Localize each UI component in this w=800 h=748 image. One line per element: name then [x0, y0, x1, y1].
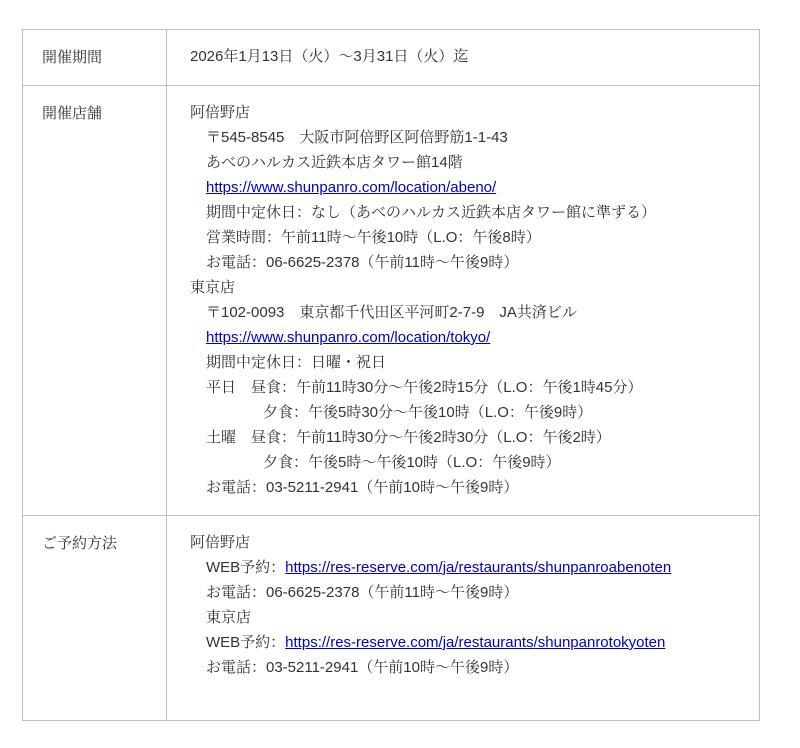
- abeno-location-link[interactable]: https://www.shunpanro.com/location/abeno/: [206, 179, 497, 196]
- content-line: [190, 655, 747, 680]
- event-info-section: [22, 29, 760, 721]
- event-info-table: [22, 29, 760, 721]
- content-line: [190, 250, 747, 275]
- text: 平日 昼食：午前11時30分～午後2時15分（L.O：午後1時45分）: [206, 379, 643, 396]
- text: 〒545-8545 大阪市阿倍野区阿倍野筋1-1-43: [206, 129, 508, 146]
- content-line: [190, 580, 747, 605]
- text: 営業時間：午前11時～午後10時（L.O：午後8時）: [206, 229, 541, 246]
- content-line: [190, 450, 747, 475]
- row-content: [167, 86, 760, 516]
- content-line: [190, 630, 747, 655]
- text: 2026年1月13日（火）～3月31日（火）迄: [190, 48, 469, 65]
- text: 夕食：午後5時～午後10時（L.O：午後9時）: [263, 454, 561, 471]
- table-row: [23, 30, 760, 86]
- content-line: [190, 555, 747, 580]
- content-line: [190, 100, 747, 125]
- event-info-table-body: [23, 30, 760, 721]
- text: 東京店: [206, 609, 252, 626]
- text: 東京店: [190, 279, 236, 296]
- tokyo-reservation-link[interactable]: https://res-reserve.com/ja/restaurants/shunpanrotokyoten: [285, 634, 666, 651]
- content-line: [190, 44, 747, 69]
- content-line: [190, 605, 747, 630]
- content-line: [190, 350, 747, 375]
- content-line: [190, 375, 747, 400]
- content-line: [190, 530, 747, 555]
- text: 夕食：午後5時30分～午後10時（L.O：午後9時）: [263, 404, 593, 421]
- text: 阿倍野店: [190, 104, 251, 121]
- content-line: [190, 475, 747, 500]
- row-content: [167, 516, 760, 721]
- text: お電話：03-5211-2941（午前10時～午後9時）: [206, 479, 519, 496]
- row-header: ご予約方法: [23, 516, 167, 721]
- content-line: [190, 175, 747, 200]
- text: 〒102-0093 東京都千代田区平河町2-7-9 JA共済ビル: [206, 304, 577, 321]
- content-line: [190, 300, 747, 325]
- content-line: [190, 275, 747, 300]
- text: お電話：06-6625-2378（午前11時～午後9時）: [206, 584, 519, 601]
- text: 阿倍野店: [190, 534, 251, 551]
- content-line: [190, 325, 747, 350]
- text: WEB予約：: [206, 634, 286, 651]
- content-line: [190, 425, 747, 450]
- content-line: [190, 125, 747, 150]
- row-header: 開催店舗: [23, 86, 167, 516]
- abeno-reservation-link[interactable]: https://res-reserve.com/ja/restaurants/shunpanroabenoten: [285, 559, 672, 576]
- content-line: [190, 150, 747, 175]
- text: 期間中定休日：なし（あべのハルカス近鉄本店タワー館に準ずる）: [206, 204, 657, 221]
- table-row: [23, 516, 760, 721]
- text: 期間中定休日：日曜・祝日: [206, 354, 387, 371]
- text: お電話：06-6625-2378（午前11時～午後9時）: [206, 254, 519, 271]
- content-line: [190, 200, 747, 225]
- text: WEB予約：: [206, 559, 286, 576]
- text: 土曜 昼食：午前11時30分～午後2時30分（L.O：午後2時）: [206, 429, 611, 446]
- row-content: [167, 30, 760, 86]
- row-header: 開催期間: [23, 30, 167, 86]
- content-line: [190, 225, 747, 250]
- text: お電話：03-5211-2941（午前10時～午後9時）: [206, 659, 519, 676]
- text: あべのハルカス近鉄本店タワー館14階: [206, 154, 463, 171]
- table-row: [23, 86, 760, 516]
- content-line: [190, 400, 747, 425]
- tokyo-location-link[interactable]: https://www.shunpanro.com/location/tokyo/: [206, 329, 491, 346]
